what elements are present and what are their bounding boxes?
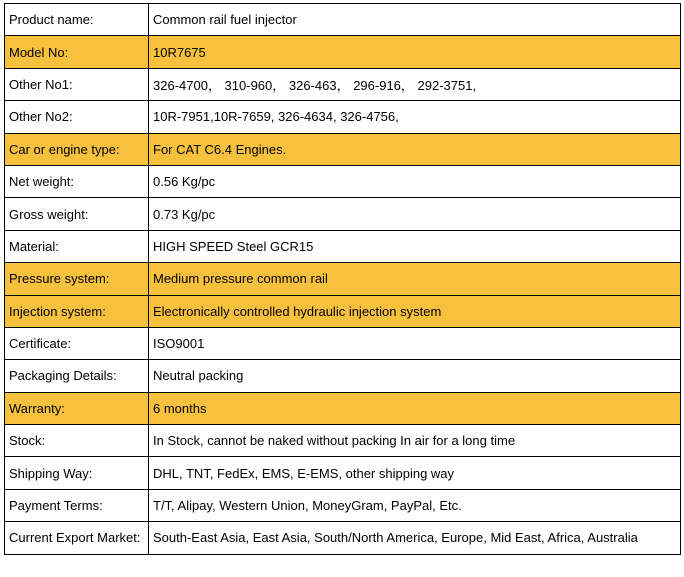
table-row [5,68,681,100]
table-row [5,263,681,295]
row-value: Neutral packing [149,360,681,392]
table-row [5,457,681,489]
row-label: Other No1: [5,68,149,100]
table-row [5,489,681,521]
table-row [5,133,681,165]
row-label: Gross weight: [5,198,149,230]
row-label: Stock: [5,425,149,457]
row-value: Medium pressure common rail [149,263,681,295]
row-label: Net weight: [5,165,149,197]
table-row [5,4,681,36]
row-label: Shipping Way: [5,457,149,489]
row-value: 6 months [149,392,681,424]
table-row [5,522,681,554]
row-value: 326-4700， 310-960， 326-463， 296-916， 292-3751, [149,68,681,100]
row-value: Electronically controlled hydraulic injection system [149,295,681,327]
product-spec-table [4,3,681,555]
table-row [5,198,681,230]
table-row [5,101,681,133]
row-value: Common rail fuel injector [149,4,681,36]
table-row [5,165,681,197]
row-label: Injection system: [5,295,149,327]
row-label: Certificate: [5,327,149,359]
row-value: HIGH SPEED Steel GCR15 [149,230,681,262]
row-value: 0.56 Kg/pc [149,165,681,197]
table-row [5,392,681,424]
row-label: Car or engine type: [5,133,149,165]
table-row [5,425,681,457]
table-row [5,230,681,262]
row-label: Other No2: [5,101,149,133]
row-label: Model No: [5,36,149,68]
row-label: Warranty: [5,392,149,424]
row-value: 10R-7951,10R-7659, 326-4634, 326-4756, [149,101,681,133]
row-value: T/T, Alipay, Western Union, MoneyGram, PayPal, Etc. [149,489,681,521]
row-value: DHL, TNT, FedEx, EMS, E-EMS, other shipping way [149,457,681,489]
row-label: Packaging Details: [5,360,149,392]
row-label: Product name: [5,4,149,36]
spec-table-body [5,4,681,555]
table-row [5,327,681,359]
row-value: 0.73 Kg/pc [149,198,681,230]
row-value: 10R7675 [149,36,681,68]
row-value: For CAT C6.4 Engines. [149,133,681,165]
row-label: Material: [5,230,149,262]
row-value: In Stock, cannot be naked without packing In air for a long time [149,425,681,457]
table-row [5,360,681,392]
row-value: ISO9001 [149,327,681,359]
row-label: Current Export Market: [5,522,149,554]
table-row [5,295,681,327]
row-value: South-East Asia, East Asia, South/North America, Europe, Mid East, Africa, Australia [149,522,681,554]
row-label: Payment Terms: [5,489,149,521]
row-label: Pressure system: [5,263,149,295]
table-row [5,36,681,68]
